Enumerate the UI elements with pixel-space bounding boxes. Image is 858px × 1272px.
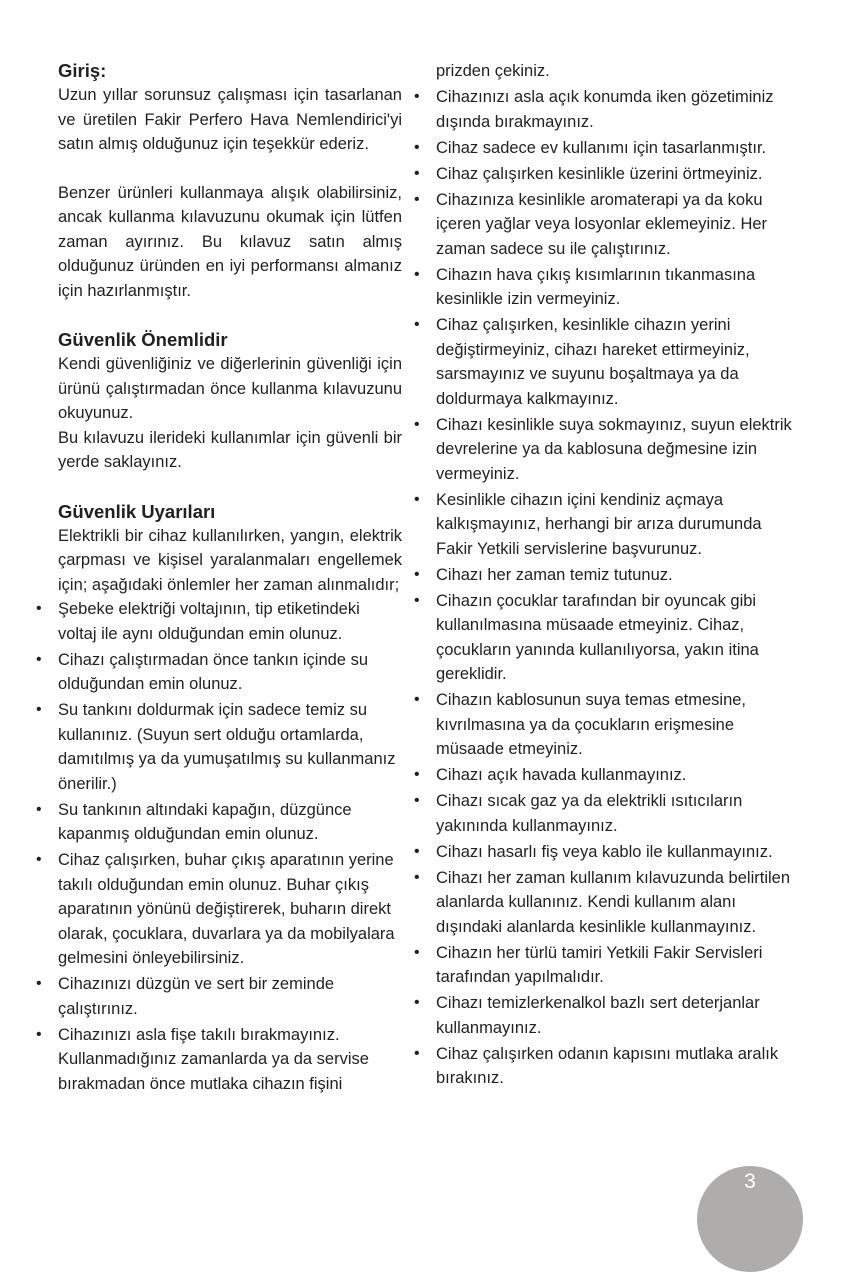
bullet-icon: •	[414, 792, 420, 809]
bullet-icon: •	[414, 994, 420, 1011]
intro-paragraph-1: Uzun yıllar sorunsuz çalışması için tasarlanan ve üretilen Fakir Perfero Hava Nemlendirici'yi satın almış olduğunuz için teşekkür ederiz.	[58, 86, 402, 153]
list-item: • Kesinlikle cihazın içini kendiniz açmaya kalkışmayınız, herhangi bir arıza durumunda Fakir Yetkili servislerine başvurunuz.	[414, 488, 802, 562]
list-item: • Su tankının altındaki kapağın, düzgünce kapanmış olduğundan emin olunuz.	[36, 798, 402, 847]
safety-paragraph-1: Kendi güvenliğiniz ve diğerlerinin güvenliği için ürünü çalıştırmadan önce kullanma kılavuzunu okuyunuz.	[58, 355, 402, 422]
warnings-list-left	[36, 597, 402, 1096]
right-column	[414, 59, 802, 1092]
warnings-list-right	[414, 59, 802, 1091]
list-item: • Cihazınızı düzgün ve sert bir zeminde çalıştırınız.	[36, 972, 402, 1021]
list-item: • Cihazı sıcak gaz ya da elektrikli ısıtıcıların yakınında kullanmayınız.	[414, 789, 802, 838]
bullet-icon: •	[414, 490, 420, 508]
bullet-icon: •	[36, 851, 42, 868]
bullet-icon: •	[414, 138, 420, 156]
bullet-icon: •	[414, 868, 420, 886]
list-item: • Cihaz çalışırken, kesinlikle cihazın yerini değiştirmeyiniz, cihazı hareket ettirmeyiniz, sarsmayınız ve suyunu boşaltmaya ya da doldurmaya kalkmayınız.	[414, 313, 802, 411]
list-item: • Cihazın hava çıkış kısımlarının tıkanmasına kesinlikle izin vermeyiniz.	[414, 263, 802, 312]
list-item: • Cihaz çalışırken, buhar çıkış aparatının yerine takılı olduğundan emin olunuz. Buhar çıkış aparatının yönünü değiştirerek, buharın direkt olarak, çocuklara, duvarlara ya da mobilyalara gelmesini önleyebilirsiniz.	[36, 848, 402, 971]
list-item: • Cihaz çalışırken kesinlikle üzerini örtmeyiniz.	[414, 162, 802, 187]
safety-paragraph-2: Bu kılavuzu ilerideki kullanımlar için güvenli bir yerde saklayınız.	[58, 428, 402, 471]
warnings-heading: Güvenlik Uyarıları	[58, 500, 216, 522]
bullet-icon: •	[414, 691, 420, 708]
bullet-icon: •	[414, 565, 420, 583]
bullet-icon: •	[414, 415, 420, 433]
bullet-icon: •	[414, 1044, 420, 1062]
list-item: • Cihazınızı asla açık konumda iken gözetiminiz dışında bırakmayınız.	[414, 85, 802, 134]
bullet-icon: •	[414, 316, 420, 333]
list-item: • Cihazı her zaman temiz tutunuz.	[414, 563, 802, 588]
warnings-intro: Elektrikli bir cihaz kullanılırken, yangın, elektrik çarpması ve kişisel yaralanmaları engellemek için; aşağıdaki önlemler her zaman alınmalıdır;	[58, 526, 402, 594]
bullet-icon: •	[414, 766, 420, 783]
bullet-icon: •	[414, 591, 420, 609]
list-item: • Cihaz çalışırken odanın kapısını mutlaka aralık bırakınız.	[414, 1042, 802, 1091]
bullet-icon: •	[36, 800, 42, 818]
list-item: • Cihazı hasarlı fiş veya kablo ile kullanmayınız.	[414, 840, 802, 865]
list-item: • Cihazı çalıştırmadan önce tankın içinde su olduğundan emin olunuz.	[36, 648, 402, 697]
list-item: • Cihazı açık havada kullanmayınız.	[414, 763, 802, 788]
safety-heading: Güvenlik Önemlidir	[58, 329, 228, 350]
list-item: • Cihazı her zaman kullanım kılavuzunda belirtilen alanlarda kullanınız. Kendi kullanım alanı dışındaki alanlarda kesinlikle kullanmayınız.	[414, 866, 802, 940]
bullet-icon: •	[36, 600, 42, 617]
bullet-icon: •	[414, 842, 420, 860]
bullet-icon: •	[36, 650, 42, 668]
list-item: • Cihazın her türlü tamiri Yetkili Fakir Servisleri tarafından yapılmalıdır.	[414, 941, 802, 990]
list-item: • Şebeke elektriği voltajının, tip etiketindeki voltaj ile aynı olduğundan emin olunuz.	[36, 597, 402, 646]
list-item: • Cihazınıza kesinlikle aromaterapi ya da koku içeren yağlar veya losyonlar eklemeyiniz. Her zaman sadece su ile çalıştırınız.	[414, 188, 802, 262]
bullet-icon: •	[414, 943, 420, 961]
page-number: 3	[744, 1170, 756, 1193]
list-item: • Su tankını doldurmak için sadece temiz su kullanınız. (Suyun sert olduğu ortamlarda, damıtılmış ya da yumuşatılmış su kullanmanız önerilir.)	[36, 698, 402, 796]
bullet-icon: •	[414, 88, 420, 105]
intro-heading: Giriş:	[58, 60, 107, 81]
intro-paragraph-2: Benzer ürünleri kullanmaya alışık olabilirsiniz, ancak kullanma kılavuzunu okumak için lütfen zaman ayırınız. Bu kılavuz satın almış olduğunuz üründen en iyi performansı almanız için hazırlanmıştır.	[58, 183, 402, 300]
list-item-continuation: prizden çekiniz.	[436, 62, 550, 80]
bullet-icon: •	[414, 190, 420, 208]
list-item: • Cihazı kesinlikle suya sokmayınız, suyun elektrik devrelerine ya da kablosuna değmesine izin vermeyiniz.	[414, 413, 802, 487]
list-item: • Cihazınızı asla fişe takılı bırakmayınız. Kullanmadığınız zamanlarda ya da servise bırakmadan önce mutlaka cihazın fişini	[36, 1023, 402, 1097]
list-item: • Cihazı temizlerkenalkol bazlı sert deterjanlar kullanmayınız.	[414, 991, 802, 1040]
list-item: • Cihazın çocuklar tarafından bir oyuncak gibi kullanılmasına müsaade etmeyiniz. Cihaz, çocukların yanında kullanılıyorsa, yakın itina gereklidir.	[414, 589, 802, 687]
bullet-icon: •	[414, 265, 420, 283]
bullet-icon: •	[36, 975, 42, 992]
bullet-icon: •	[414, 164, 420, 182]
bullet-icon: •	[36, 701, 42, 718]
list-item: • Cihazın kablosunun suya temas etmesine, kıvrılmasına ya da çocukların erişmesine müsaade etmeyiniz.	[414, 688, 802, 762]
list-item: • Cihaz sadece ev kullanımı için tasarlanmıştır.	[414, 136, 802, 161]
left-column	[36, 58, 402, 1098]
bullet-icon: •	[36, 1025, 42, 1043]
